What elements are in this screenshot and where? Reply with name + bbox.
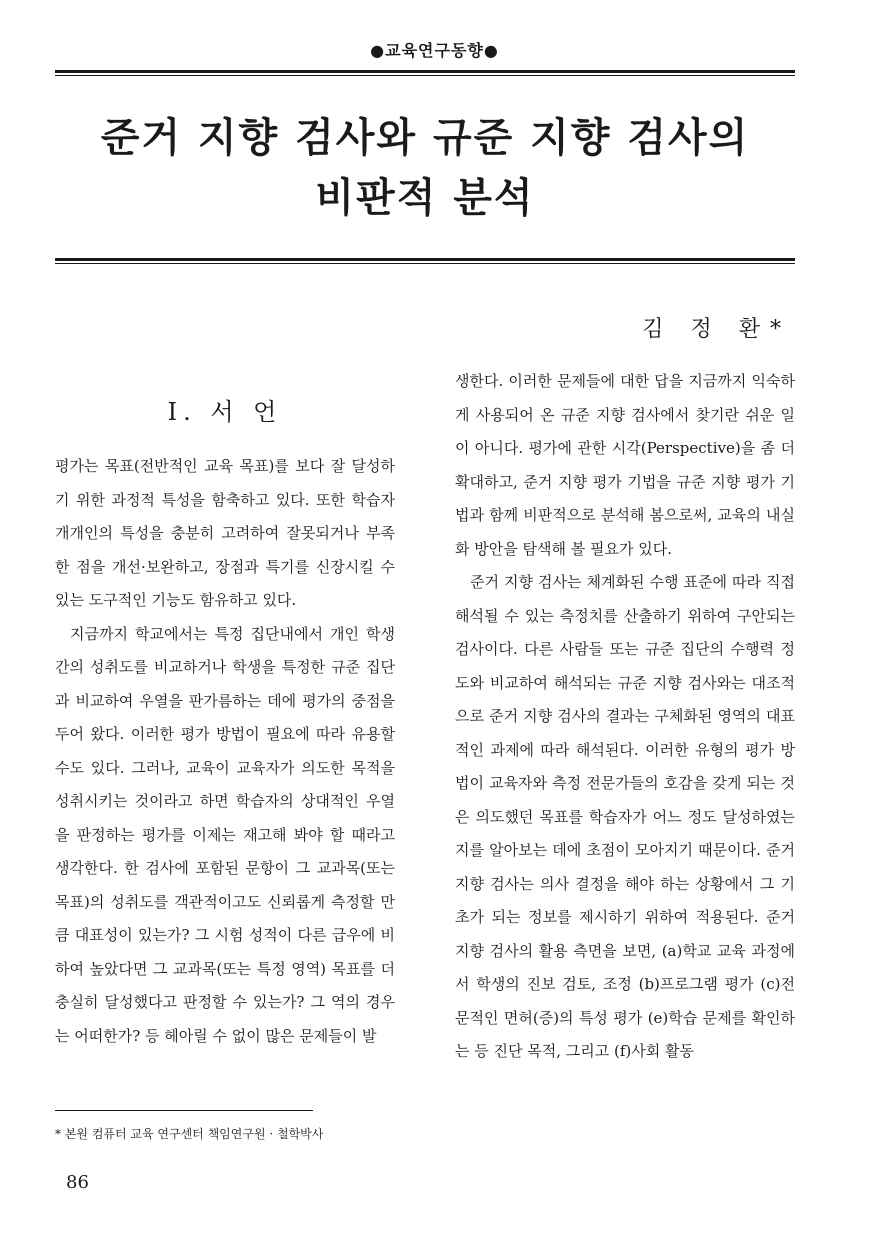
title-line-1: 준거 지향 검사와 규준 지향 검사의 <box>100 115 750 161</box>
title-line-2: 비판적 분석 <box>315 175 535 221</box>
footnote-rule <box>55 1110 313 1111</box>
right-column <box>455 365 795 1069</box>
page-number: 86 <box>66 1172 89 1193</box>
paragraph: 생한다. 이러한 문제들에 대한 답을 지금까지 익숙하게 사용되어 온 규준 지향 검사에서 찾기란 쉬운 일이 아니다. 평가에 관한 시각(Perspective)을 좀 더 확대하고, 준거 지향 평가 기법을 규준 지향 평가 기법과 함께 비판적으로 분석해 봄으로써, 교육의 내실화 방안을 탐색해 볼 필요가 있다. <box>455 372 795 558</box>
section-heading: I. 서 언 <box>167 398 283 426</box>
footnote: * 본원 컴퓨터 교육 연구센터 책임연구원 · 철학박사 <box>55 1127 324 1141</box>
author-name: 김 정 환* <box>642 317 791 342</box>
section-tag: ●교육연구동향● <box>370 41 499 60</box>
paragraph: 평가는 목표(전반적인 교육 목표)를 보다 잘 달성하기 위한 과정적 특성을 함축하고 있다. 또한 학습자 개개인의 특성을 충분히 고려하여 잘못되거나 부족한 점을 개선·보완하고, 장점과 특기를 신장시킬 수 있는 도구적인 기능도 함유하고 있다. <box>55 457 395 609</box>
paragraph: 준거 지향 검사는 체계화된 수행 표준에 따라 직접 해석될 수 있는 측정치를 산출하기 위하여 구안되는 검사이다. 다른 사람들 또는 규준 집단의 수행력 정도와 비교하여 해석되는 규준 지향 검사와는 대조적으로 준거 지향 검사의 결과는 구체화된 영역의 대표적인 과제에 따라 해석된다. 이러한 유형의 평가 방법이 교육자와 측정 전문가들의 호감을 갖게 되는 것은 의도했던 목표를 학습자가 어느 정도 달성하였는지를 알아보는 데에 초점이 모아지기 때문이다. 준거 지향 검사는 의사 결정을 해야 하는 상황에서 그 기초가 되는 정보를 제시하기 위하여 적용된다. 준거 지향 검사의 활용 측면을 보면, (a)학교 교육 과정에서 학생의 진보 검토, 조정 (b)프로그램 평가 (c)전문적인 면허(증)의 특성 평가 (e)학습 문제를 확인하는 등 진단 목적, 그리고 (f)사회 활동 <box>455 573 795 1060</box>
article-title <box>55 108 795 228</box>
title-rule <box>55 258 795 264</box>
header-rule <box>55 70 795 76</box>
left-column <box>55 450 395 1053</box>
paragraph: 지금까지 학교에서는 특정 집단내에서 개인 학생간의 성취도를 비교하거나 학생을 특정한 규준 집단과 비교하여 우열을 판가름하는 데에 평가의 중점을 두어 왔다. 이러한 평가 방법이 필요에 따라 유용할 수도 있다. 그러나, 교육이 교육자가 의도한 목적을 성취시키는 것이라고 하면 학습자의 상대적인 우열을 판정하는 평가를 이제는 재고해 봐야 할 때라고 생각한다. 한 검사에 포함된 문항이 그 교과목(또는 목표)의 성취도를 객관적이고도 신뢰롭게 측정할 만큼 대표성이 있는가? 그 시험 성적이 다른 급우에 비하여 높았다면 그 교과목(또는 특정 영역) 목표를 더 충실히 달성했다고 판정할 수 있는가? 그 역의 경우는 어떠한가? 등 헤아릴 수 없이 많은 문제들이 발 <box>55 624 395 1045</box>
